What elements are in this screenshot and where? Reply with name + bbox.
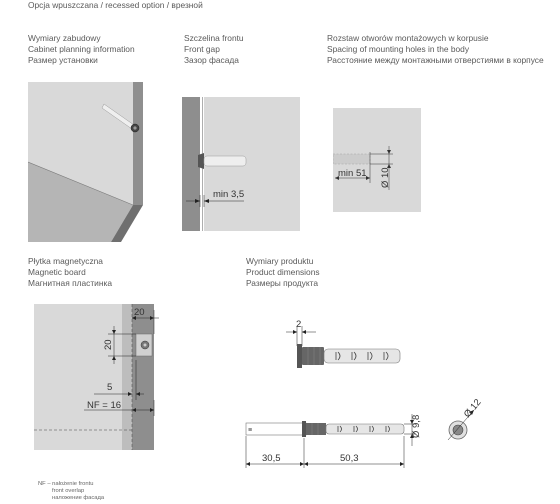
- dim-top-offset: 20: [134, 307, 145, 318]
- caption-cabinet-planning: [28, 33, 135, 66]
- caption-product-dimensions: [246, 256, 320, 289]
- caption-line: Szczelina frontu: [184, 33, 244, 43]
- dim-min-gap: min 3,5: [213, 189, 245, 200]
- caption-line: Płytka magnetyczna: [28, 256, 103, 266]
- caption-line: Front gap: [184, 44, 220, 54]
- brand-mark-icon: ≡: [248, 427, 253, 434]
- caption-line: Зазор фасада: [184, 55, 239, 65]
- dim-flange: 2: [296, 319, 302, 330]
- caption-line: Rozstaw otworów montażowych w korpusie: [327, 33, 489, 43]
- caption-line: Wymiary zabudowy: [28, 33, 101, 43]
- dim-body-diameter: Ø 9,8: [411, 414, 422, 438]
- caption-line: Magnetic board: [28, 267, 86, 277]
- footnote-line: наложение фасада: [52, 495, 105, 501]
- dim-head-diameter: Ø 12: [461, 397, 484, 420]
- dim-front-overlap: NF = 16: [87, 400, 122, 411]
- magnetic-board-drawing: [34, 304, 164, 454]
- dim-small-offset: 5: [107, 382, 113, 393]
- caption-front-gap: [184, 33, 244, 66]
- caption-mounting-holes: [327, 33, 544, 66]
- page-header: Opcja wpuszczana / recessed option / врезной: [28, 0, 203, 10]
- caption-line: Product dimensions: [246, 267, 320, 277]
- caption-magnetic-board: [28, 256, 112, 289]
- caption-line: Размеры продукта: [246, 278, 319, 288]
- footnote: [38, 481, 104, 502]
- mounting-holes-drawing: [333, 108, 433, 212]
- dim-min-depth: min 51: [338, 168, 367, 179]
- dim-hole-diameter: Ø 10: [380, 167, 391, 188]
- dim-length-left: 30,5: [262, 453, 281, 464]
- caption-line: Размер установки: [28, 55, 98, 65]
- caption-line: Расстояние между монтажными отверстиями в корпусе: [327, 55, 544, 65]
- caption-line: Spacing of mounting holes in the body: [327, 44, 470, 54]
- cabinet-drawing: [28, 82, 148, 242]
- product-drawing: [236, 318, 496, 470]
- dim-length-right: 50,3: [340, 453, 359, 464]
- front-gap-drawing: [180, 97, 300, 237]
- caption-line: Cabinet planning information: [28, 44, 135, 54]
- footnote-line: front overlap: [52, 488, 85, 494]
- footnote-line: NF – nałożenie frontu: [38, 481, 94, 487]
- dim-vertical-offset: 20: [103, 339, 114, 350]
- caption-line: Wymiary produktu: [246, 256, 314, 266]
- caption-line: Магнитная пластинка: [28, 278, 112, 288]
